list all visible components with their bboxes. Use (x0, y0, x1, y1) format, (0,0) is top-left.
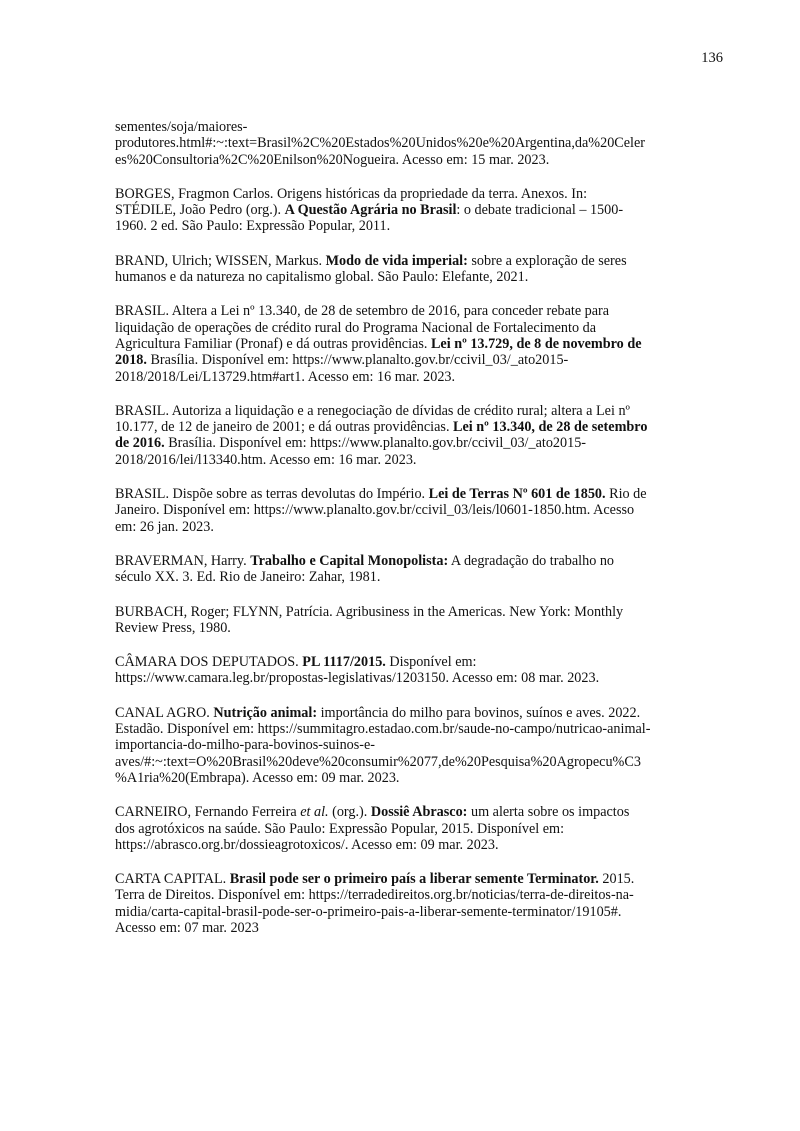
bold-title-text: de 2016. (115, 435, 165, 452)
reference-line (115, 604, 725, 620)
reference-text: sementes/soja/maiores- (115, 119, 248, 135)
reference-line (115, 452, 725, 468)
reference-line (115, 135, 725, 151)
reference-text: A degradação do trabalho no (448, 552, 615, 569)
reference-text: BRASIL. Altera a Lei nº 13.340, de 28 de setembro de 2016, para conceder rebate para (115, 303, 610, 320)
reference-line (115, 705, 725, 721)
bold-title-text: Lei de Terras Nº 601 de 1850. (428, 486, 606, 503)
reference-text: : o debate tradicional – 1500- (456, 202, 624, 219)
reference-text: 2018/2016/lei/l13340.htm. Acesso em: 16 mar. 2023. (115, 451, 417, 468)
reference-entry (115, 654, 725, 687)
reference-line (115, 821, 725, 837)
reference-line (115, 186, 725, 202)
reference-text: humanos e da natureza no capitalismo global. São Paulo: Elefante, 2021. (115, 269, 529, 286)
reference-text: BURBACH, Roger; FLYNN, Patrícia. Agribusiness in the Americas. New York: Monthly (115, 603, 624, 620)
reference-line (115, 871, 725, 887)
reference-text: BRAVERMAN, Harry. (115, 552, 251, 569)
reference-line (115, 336, 725, 352)
reference-entry (115, 604, 725, 637)
reference-list (115, 119, 725, 954)
reference-line (115, 569, 725, 585)
reference-text: CÂMARA DOS DEPUTADOS. (115, 654, 303, 671)
reference-text: Janeiro. Disponível em: https://www.planalto.gov.br/ccivil_03/leis/l0601-1850.htm. Acesso (115, 502, 635, 519)
bold-title-text: Dossiê Abrasco: (370, 804, 468, 821)
reference-line (115, 269, 725, 285)
reference-text: Rio de (605, 486, 647, 503)
italic-text: et al. (300, 804, 329, 821)
reference-line (115, 320, 725, 336)
reference-text: Agricultura Familiar (Pronaf) e dá outras providências. (115, 335, 431, 352)
reference-text: BRASIL. Autoriza a liquidação e a renegociação de dívidas de crédito rural; altera a Lei nº (115, 402, 630, 419)
reference-entry (115, 186, 725, 235)
bold-title-text: Brasil pode ser o primeiro país a liberar semente Terminator. (229, 871, 599, 888)
reference-text: (org.). (328, 804, 371, 821)
reference-text: https://abrasco.org.br/dossieagrotoxicos/. Acesso em: 09 mar. 2023. (115, 836, 499, 853)
reference-line (115, 119, 725, 135)
reference-text: sobre a exploração de seres (467, 252, 627, 269)
bold-title-text: PL 1117/2015. (302, 654, 386, 671)
reference-text: STÉDILE, João Pedro (org.). (115, 202, 285, 219)
reference-line (115, 737, 725, 753)
reference-line (115, 721, 725, 737)
bold-title-text: Nutrição animal: (213, 704, 318, 721)
reference-text: dos agrotóxicos na saúde. São Paulo: Expressão Popular, 2015. Disponível em: (115, 820, 565, 837)
reference-text: em: 26 jan. 2023. (115, 518, 214, 535)
reference-line (115, 837, 725, 853)
reference-text: BRASIL. Dispõe sobre as terras devolutas do Império. (115, 486, 429, 503)
reference-text: um alerta sobre os impactos (467, 804, 630, 821)
reference-text: liquidação de operações de crédito rural do Programa Nacional de Fortalecimento da (115, 319, 596, 336)
reference-text: CARTA CAPITAL. (115, 871, 230, 888)
reference-entry (115, 871, 725, 936)
bold-title-text: Lei nº 13.340, de 28 de setembro (453, 419, 648, 436)
reference-line (115, 754, 725, 770)
reference-line (115, 403, 725, 419)
reference-text: Disponível em: (385, 654, 477, 671)
reference-text: CANAL AGRO. (115, 704, 214, 721)
reference-text: 1960. 2 ed. São Paulo: Expressão Popular, 2011. (115, 218, 391, 235)
reference-text: produtores.html#:~:text=Brasil%2C%20Estados%20Unidos%20e%20Argentina,da%20Celer (115, 135, 646, 152)
reference-text: %A1ria%20(Embrapa). Acesso em: 09 mar. 2023. (115, 769, 400, 786)
reference-text: Review Press, 1980. (115, 619, 231, 636)
reference-text: 2015. (598, 871, 635, 888)
bold-title-text: A Questão Agrária no Brasil (284, 202, 457, 219)
reference-text: Brasília. Disponível em: https://www.planalto.gov.br/ccivil_03/_ato2015- (146, 352, 569, 369)
reference-entry (115, 403, 725, 468)
reference-line (115, 920, 725, 936)
reference-text: século XX. 3. Ed. Rio de Janeiro: Zahar, 1981. (115, 569, 381, 586)
reference-line (115, 435, 725, 451)
reference-line (115, 620, 725, 636)
reference-line (115, 303, 725, 319)
reference-text: aves/#:~:text=O%20Brasil%20deve%20consumir%2077,de%20Pesquisa%20Agropecu%C3 (115, 753, 641, 770)
reference-line (115, 654, 725, 670)
reference-line (115, 419, 725, 435)
reference-text: Brasília. Disponível em: https://www.planalto.gov.br/ccivil_03/_ato2015- (164, 435, 587, 452)
reference-entry (115, 303, 725, 384)
reference-text: 10.177, de 12 de janeiro de 2001; e dá outras providências. (115, 419, 454, 436)
reference-line (115, 502, 725, 518)
reference-text: CARNEIRO, Fernando Ferreira (115, 804, 301, 821)
reference-line (115, 887, 725, 903)
reference-line (115, 218, 725, 234)
reference-text: Terra de Direitos. Disponível em: https://terradedireitos.org.br/noticias/terra-de-direitos-na- (115, 887, 634, 904)
page-number: 136 (701, 50, 723, 66)
reference-text: importancia-do-milho-para-bovinos-suinos-e- (115, 737, 376, 754)
reference-text: BORGES, Fragmon Carlos. Origens históricas da propriedade da terra. Anexos. In: (115, 185, 588, 202)
bold-title-text: Modo de vida imperial: (325, 252, 468, 269)
bold-title-text: 2018. (115, 352, 147, 369)
reference-entry (115, 553, 725, 586)
reference-line (115, 519, 725, 535)
reference-entry (115, 486, 725, 535)
reference-line (115, 352, 725, 368)
reference-line (115, 904, 725, 920)
reference-text: BRAND, Ulrich; WISSEN, Markus. (115, 252, 326, 269)
reference-text: importância do milho para bovinos, suínos e aves. 2022. (317, 704, 641, 721)
reference-line (115, 253, 725, 269)
reference-text: https://www.camara.leg.br/propostas-legislativas/1203150. Acesso em: 08 mar. 2023. (115, 670, 600, 687)
reference-line (115, 670, 725, 686)
reference-entry (115, 253, 725, 286)
reference-text: Acesso em: 07 mar. 2023 (115, 919, 259, 936)
reference-text: 2018/2018/Lei/L13729.htm#art1. Acesso em: 16 mar. 2023. (115, 368, 456, 385)
reference-entry (115, 804, 725, 853)
reference-text: es%20Consultoria%2C%20Enilson%20Nogueira. Acesso em: 15 mar. 2023. (115, 151, 550, 168)
reference-line (115, 553, 725, 569)
reference-line (115, 770, 725, 786)
reference-line (115, 486, 725, 502)
bold-title-text: Trabalho e Capital Monopolista: (250, 552, 449, 569)
reference-entry (115, 119, 725, 168)
reference-line (115, 202, 725, 218)
reference-line (115, 804, 725, 820)
reference-entry (115, 705, 725, 786)
reference-text: midia/carta-capital-brasil-pode-ser-o-primeiro-pais-a-liberar-semente-terminator/19105#. (115, 903, 622, 920)
reference-text: Estadão. Disponível em: https://summitagro.estadao.com.br/saude-no-campo/nutricao-animal- (115, 721, 651, 738)
bold-title-text: Lei nº 13.729, de 8 de novembro de (430, 335, 642, 352)
reference-line (115, 152, 725, 168)
reference-line (115, 369, 725, 385)
